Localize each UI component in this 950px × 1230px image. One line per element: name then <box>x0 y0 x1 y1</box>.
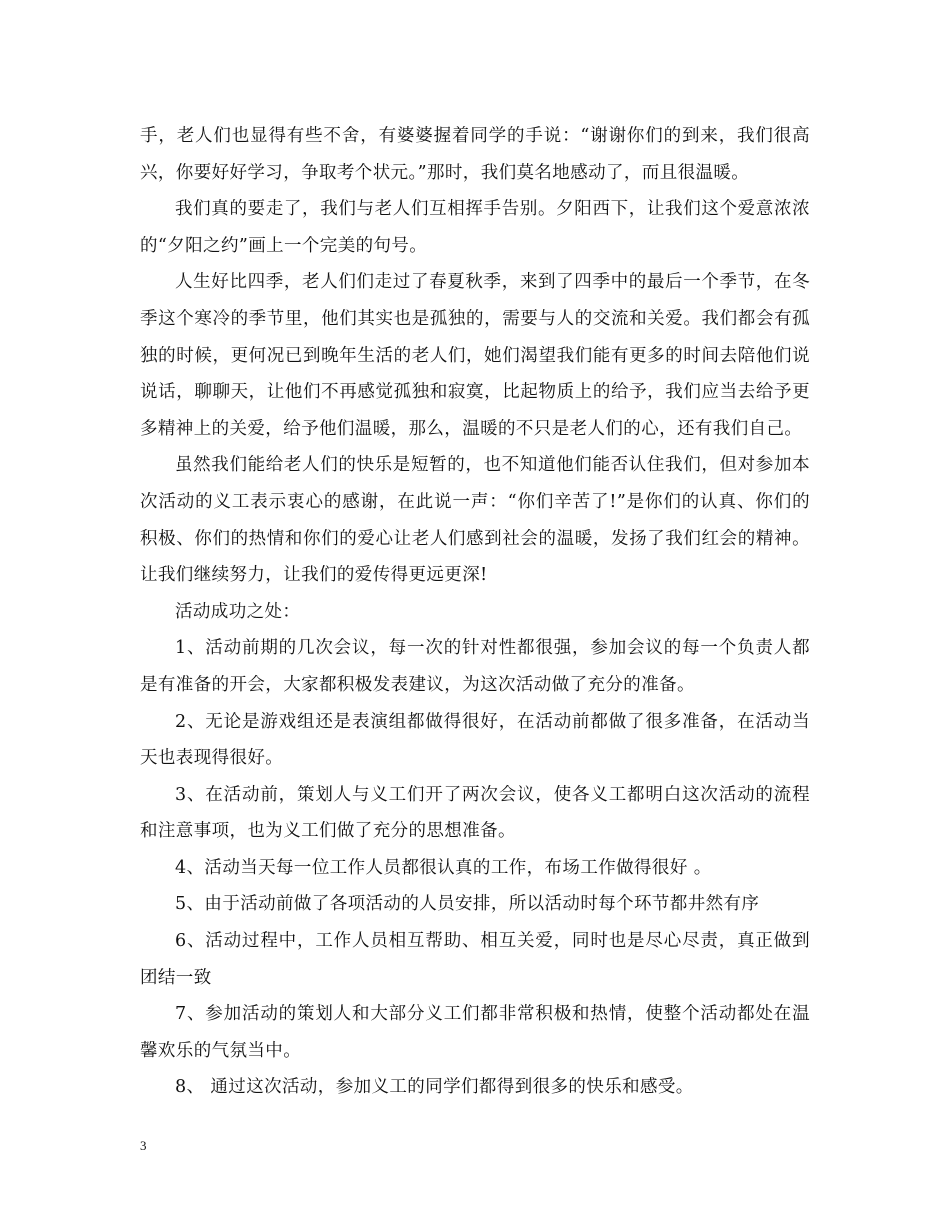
success-item-5: 5、由于活动前做了各项活动的人员安排，所以活动时每个环节都井然有序 <box>175 894 760 915</box>
success-item-2: 2、无论是游戏组还是表演组都做得很好，在活动前都做了很多准备，在活动当天也表现得很好。 <box>140 711 810 769</box>
success-item-7: 7、参加活动的策划人和大部分义工们都非常积极和热情，使整个活动都处在温馨欢乐的气氛当中。 <box>140 1004 810 1061</box>
success-item-1: 1、活动前期的几次会议，每一次的针对性都很强，参加会议的每一个负责人都是有准备的开会，大家都积极发表建议，为这次活动做了充分的准备。 <box>140 638 810 695</box>
success-item-3: 3、在活动前，策划人与义工们开了两次会议，使各义工都明白这次活动的流程和注意事项，也为义工们做了充分的思想准备。 <box>140 784 810 842</box>
success-item-8: 8、 通过这次活动，参加义工的同学们都得到很多的快乐和感受。 <box>175 1077 694 1098</box>
paragraph-thanks: 虽然我们能给老人们的快乐是短暂的，也不知道他们能否认住我们，但对参加本次活动的义工表示衷心的感谢，在此说一声：“你们辛苦了!”是你们的认真、你们的积极、你们的热情和你们的爱心让老人们感到社会的温暖，发扬了我们红会的精神。让我们继续努力，让我们的爱传得更远更深! <box>140 455 810 586</box>
paragraph-reflection: 人生好比四季，老人们们走过了春夏秋季，来到了四季中的最后一个季节，在冬季这个寒冷的季节里，他们其实也是孤独的，需要与人的交流和关爱。我们都会有孤独的时候，更何况已到晚年生活的老人们，她们渴望我们能有更多的时间去陪他们说说话，聊聊天，让他们不再感觉孤独和寂寞，比起物质上的给予，我们应当去给予更多精神上的关爱，给予他们温暖，那么，温暖的不只是老人们的心，还有我们自己。 <box>140 272 810 439</box>
page-number: 3 <box>140 1138 147 1153</box>
success-item-6: 6、活动过程中，工作人员相互帮助、相互关爱，同时也是尽心尽责，真正做到团结一致 <box>140 931 810 988</box>
success-item-4: 4、活动当天每一位工作人员都很认真的工作，布场工作做得很好 。 <box>175 857 712 878</box>
paragraph-farewell: 我们真的要走了，我们与老人们互相挥手告别。夕阳西下，让我们这个爱意浓浓的“夕阳之约”画上一个完美的句号。 <box>140 199 810 256</box>
document-body <box>140 118 810 1106</box>
success-heading: 活动成功之处： <box>175 601 301 622</box>
paragraph-continuation: 手，老人们也显得有些不舍，有婆婆握着同学的手说：“谢谢你们的到来，我们很高兴，你要好好学习，争取考个状元。”那时，我们莫名地感动了，而且很温暖。 <box>140 126 810 183</box>
